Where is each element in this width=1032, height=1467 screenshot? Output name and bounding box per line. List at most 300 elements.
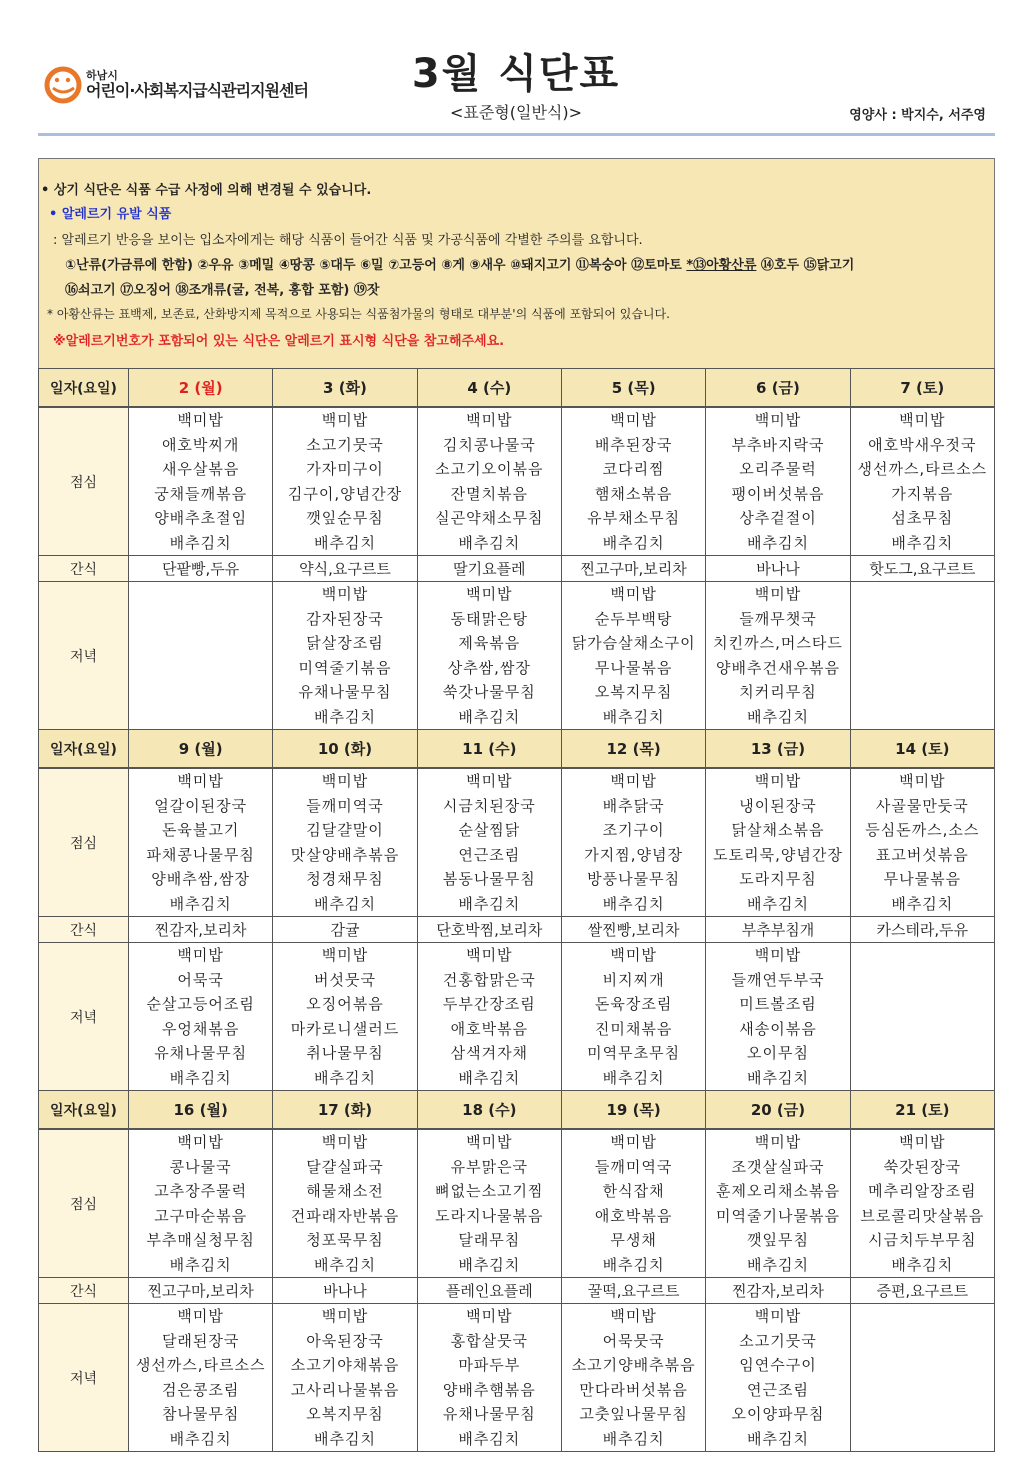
menu-item: 사골물만둣국	[875, 796, 969, 815]
allergen-item: ⑲잣	[353, 283, 380, 298]
menu-item: 도라지나물볶음	[435, 1206, 544, 1225]
menu-item: 맛살양배추볶음	[290, 845, 400, 864]
dinner-cell	[561, 1304, 705, 1452]
menu-item: 배추김치	[314, 1429, 376, 1448]
menu-item: 달걀실파국	[306, 1157, 384, 1176]
menu-item: 건홍합맑은국	[442, 970, 536, 989]
day-header: 18 (수)	[417, 1091, 561, 1130]
date-label: 일자(요일)	[39, 1091, 129, 1130]
day-header: 10 (화)	[273, 730, 417, 769]
day-header: 17 (화)	[273, 1091, 417, 1130]
snack-row	[39, 917, 995, 943]
allergen-item: ⑥밀	[360, 258, 384, 273]
dinner-cell	[417, 582, 561, 730]
menu-item: 가지찜,양념장	[584, 845, 683, 864]
snack-cell: 증편,요구르트	[850, 1278, 994, 1304]
menu-item: 달래무침	[458, 1231, 521, 1249]
menu-item: 두부간장조림	[442, 995, 536, 1013]
day-header: 4 (수)	[417, 369, 561, 408]
menu-item: 배추김치	[746, 894, 809, 913]
menu-item: 백미밥	[177, 1307, 224, 1325]
page-title: 3월 식단표	[411, 51, 621, 97]
menu-item: 무나물볶음	[883, 870, 962, 888]
menu-item: 백미밥	[466, 411, 513, 429]
menu-item: 배추김치	[458, 1068, 521, 1087]
menu-item: 마카로니샐러드	[290, 1019, 400, 1038]
allergen-item: ⑨새우	[469, 258, 506, 273]
dinner-cell	[129, 582, 273, 730]
menu-item: 유채나물무침	[298, 683, 392, 701]
date-header-row	[39, 369, 995, 408]
menu-item: 배추김치	[602, 1429, 665, 1448]
menu-item: 상추겉절이	[739, 509, 817, 527]
menu-item: 고구마순볶음	[154, 1206, 248, 1225]
menu-item: 뼈없는소고기찜	[435, 1182, 544, 1200]
menu-item: 백미밥	[754, 585, 802, 603]
notice-allergy-title: • 알레르기 유발 식품	[49, 207, 172, 222]
lunch-cell	[417, 1129, 561, 1278]
menu-item: 미역줄기볶음	[298, 658, 392, 677]
day-header: 9 (월)	[129, 730, 273, 769]
menu-item: 들깨무챗국	[739, 609, 817, 628]
menu-item: 백미밥	[610, 411, 657, 429]
menu-item: 새송이볶음	[739, 1019, 817, 1038]
dinner-cell	[706, 582, 850, 730]
menu-item: 백미밥	[321, 772, 369, 790]
lunch-cell	[850, 768, 994, 917]
snack-row	[39, 556, 995, 582]
menu-item: 치킨까스,머스타드	[713, 634, 843, 652]
lunch-cell	[273, 407, 417, 556]
menu-item: 닭가슴살채소구이	[571, 634, 696, 652]
allergy-warning: ※알레르기번호가 포함되어 있는 식단은 알레르기 표시형 식단을 참고해주세요.	[53, 334, 505, 349]
menu-item: 어묵뭇국	[602, 1331, 665, 1350]
allergen-item: ⑱조개류(굴, 전복, 홍합 포함)	[175, 283, 350, 298]
menu-item: 우엉채볶음	[161, 1019, 240, 1038]
menu-item: 도토리묵,양념간장	[713, 845, 843, 864]
menu-item: 들깨미역국	[594, 1157, 673, 1176]
menu-item: 백미밥	[321, 585, 369, 603]
allergen-list-1	[65, 254, 854, 273]
menu-item: 백미밥	[466, 1307, 513, 1325]
notice-allergy-desc: : 알레르기 반응을 보이는 입소자에게는 해당 식품이 들어간 식품 및 가공식품에 각별한 주의를 요합니다.	[53, 233, 643, 248]
menu-item: 애호박새우젓국	[868, 435, 977, 454]
menu-item: 해물채소전	[306, 1182, 384, 1200]
menu-item: 가지볶음	[891, 484, 954, 503]
menu-item: 참나물무침	[161, 1405, 240, 1423]
dinner-label: 저녁	[39, 1304, 129, 1452]
menu-item: 고추장주물럭	[154, 1182, 248, 1200]
menu-item: 백미밥	[899, 1133, 946, 1151]
menu-item: 배추김치	[314, 707, 376, 726]
menu-item: 깻잎순무침	[306, 509, 384, 527]
menu-item: 배추김치	[602, 533, 665, 552]
menu-item: 백미밥	[899, 772, 946, 790]
page-subtitle: <표준형(일반식)>	[449, 103, 583, 122]
menu-item: 백미밥	[466, 585, 513, 603]
menu-item: 백미밥	[466, 1133, 513, 1151]
menu-item: 애호박찌개	[161, 435, 240, 454]
logo-org: 어린이·사회복지급식관리지원센터	[86, 81, 308, 101]
menu-item: 배추김치	[314, 894, 376, 913]
allergen-item: ②우유	[197, 258, 234, 273]
menu-item: 생선까스,타르소스	[135, 1356, 266, 1374]
allergen-item: ⑤대두	[319, 258, 356, 273]
allergen-item: *⑬아황산류	[686, 258, 757, 273]
menu-item: 배추김치	[169, 533, 232, 552]
snack-label: 간식	[39, 917, 129, 943]
snack-cell: 찐고구마,보리차	[129, 1278, 273, 1304]
lunch-cell	[850, 407, 994, 556]
menu-item: 미역무초무침	[587, 1044, 681, 1062]
lunch-row	[39, 1129, 995, 1278]
dinner-cell	[850, 582, 994, 730]
menu-item: 유부채소무침	[587, 509, 681, 527]
menu-item: 배추된장국	[594, 435, 673, 454]
dinner-cell	[850, 1304, 994, 1452]
dinner-label: 저녁	[39, 943, 129, 1091]
dinner-cell	[417, 943, 561, 1091]
snack-cell: 핫도그,요구르트	[850, 556, 994, 582]
day-header: 12 (목)	[561, 730, 705, 769]
menu-item: 백미밥	[177, 772, 224, 790]
menu-item: 애호박볶음	[594, 1206, 673, 1225]
menu-item: 양배추초절임	[154, 509, 248, 527]
snack-cell: 감귤	[273, 917, 417, 943]
menu-item: 임연수구이	[739, 1356, 817, 1374]
allergen-item: ⑮닭고기	[803, 258, 855, 273]
menu-item: 미역줄기나물볶음	[716, 1206, 840, 1225]
menu-item: 연근조림	[746, 1380, 809, 1399]
menu-item: 양배추쌈,쌈장	[151, 870, 251, 888]
menu-item: 유부맑은국	[450, 1157, 529, 1176]
menu-item: 백미밥	[754, 411, 802, 429]
menu-item: 배추김치	[746, 707, 809, 726]
dinner-cell	[273, 582, 417, 730]
menu-item: 들깨미역국	[306, 796, 384, 815]
lunch-cell	[129, 1129, 273, 1278]
menu-item: 배추김치	[746, 1429, 809, 1448]
menu-item: 양배추건새우볶음	[716, 658, 840, 677]
menu-item: 조기구이	[602, 821, 665, 839]
day-header: 13 (금)	[706, 730, 850, 769]
menu-item: 양배추햄볶음	[442, 1380, 536, 1399]
menu-item: 실곤약채소무침	[435, 509, 544, 527]
menu-item: 배추김치	[602, 707, 665, 726]
lunch-row	[39, 768, 995, 917]
date-header-row	[39, 730, 995, 769]
menu-item: 백미밥	[754, 1133, 802, 1151]
menu-item: 배추김치	[746, 1255, 809, 1274]
menu-item: 백미밥	[177, 946, 224, 964]
snack-cell: 찐감자,보리차	[706, 1278, 850, 1304]
day-header: 20 (금)	[706, 1091, 850, 1130]
date-label: 일자(요일)	[39, 369, 129, 408]
menu-item: 진미채볶음	[594, 1019, 673, 1038]
logo-city: 하남시	[86, 69, 118, 83]
menu-item: 새우살볶음	[161, 460, 240, 478]
menu-item: 배추김치	[458, 1429, 521, 1448]
menu-item: 배추김치	[169, 1255, 232, 1274]
menu-item: 순두부백탕	[594, 609, 673, 628]
menu-item: 검은콩조림	[161, 1380, 240, 1399]
allergen-item: ⑰오징어	[120, 283, 171, 298]
allergen-item: ③메밀	[238, 258, 275, 273]
dinner-cell	[129, 943, 273, 1091]
menu-item: 달래된장국	[161, 1331, 240, 1350]
menu-item: 백미밥	[466, 946, 513, 964]
menu-item: 고사리나물볶음	[290, 1380, 400, 1399]
snack-cell: 단호박찜,보리차	[417, 917, 561, 943]
day-header: 16 (월)	[129, 1091, 273, 1130]
menu-item: 콩나물국	[169, 1157, 232, 1176]
dinner-cell	[706, 1304, 850, 1452]
menu-item: 건파래자반볶음	[290, 1206, 400, 1225]
menu-item: 한식잡채	[602, 1182, 665, 1200]
menu-item: 백미밥	[610, 946, 657, 964]
dinner-row	[39, 943, 995, 1091]
snack-cell: 바나나	[273, 1278, 417, 1304]
menu-item: 등심돈까스,소스	[865, 821, 980, 839]
menu-item: 닭살채소볶음	[731, 821, 825, 839]
menu-item: 청경채무침	[306, 870, 384, 888]
sulfite-note: * 아황산류는 표백제, 보존료, 산화방지제 목적으로 사용되는 식품첨가물의 형태로 대부분'의 식품에 포함되어 있습니다.	[47, 307, 670, 321]
notice-box	[38, 158, 995, 369]
menu-item: 배추김치	[891, 533, 954, 552]
dinner-cell	[706, 943, 850, 1091]
allergen-item: ④땅콩	[278, 258, 315, 273]
dinner-cell	[417, 1304, 561, 1452]
snack-cell: 바나나	[706, 556, 850, 582]
menu-item: 유채나물무침	[154, 1044, 248, 1062]
snack-cell: 부추부침개	[706, 917, 850, 943]
menu-item: 배추김치	[458, 894, 521, 913]
dinner-label: 저녁	[39, 582, 129, 730]
menu-item: 무생채	[610, 1231, 657, 1249]
lunch-cell	[561, 407, 705, 556]
lunch-cell	[706, 1129, 850, 1278]
snack-cell: 꿀떡,요구르트	[561, 1278, 705, 1304]
menu-item: 배추김치	[169, 894, 232, 913]
snack-cell: 찐고구마,보리차	[561, 556, 705, 582]
day-header: 19 (목)	[561, 1091, 705, 1130]
snack-cell: 찐감자,보리차	[129, 917, 273, 943]
menu-item: 가자미구이	[306, 460, 384, 478]
menu-item: 배추김치	[602, 1068, 665, 1087]
menu-item: 들깨연두부국	[731, 970, 825, 989]
menu-item: 방풍나물무침	[587, 870, 681, 888]
menu-item: 백미밥	[899, 411, 946, 429]
menu-item: 백미밥	[754, 1307, 802, 1325]
menu-item: 배추김치	[458, 533, 521, 552]
menu-item: 순살고등어조림	[146, 995, 255, 1013]
lunch-label: 점심	[39, 1129, 129, 1278]
menu-item: 소고기양배추볶음	[571, 1356, 696, 1374]
menu-item: 백미밥	[466, 772, 513, 790]
menu-item: 시금치두부무침	[868, 1231, 977, 1249]
menu-item: 만다라버섯볶음	[579, 1380, 688, 1399]
snack-cell: 쌀찐빵,보리차	[561, 917, 705, 943]
menu-item: 백미밥	[321, 411, 369, 429]
day-header: 2 (월)	[129, 369, 273, 408]
menu-item: 상추쌈,쌈장	[447, 658, 531, 677]
menu-item: 봄동나물무침	[442, 870, 536, 888]
snack-cell: 약식,요구르트	[273, 556, 417, 582]
menu-item: 치커리무침	[739, 683, 817, 701]
menu-item: 백미밥	[754, 946, 802, 964]
menu-item: 백미밥	[177, 411, 224, 429]
snack-row	[39, 1278, 995, 1304]
menu-item: 비지찌개	[602, 970, 665, 989]
menu-item: 오이양파무침	[731, 1405, 825, 1423]
menu-item: 배추김치	[746, 533, 809, 552]
allergen-item: ⑪복숭아	[575, 258, 627, 273]
menu-item: 도라지무침	[739, 870, 817, 888]
allergen-item: ①난류(가금류에 한함)	[65, 258, 193, 273]
menu-item: 유채나물무침	[442, 1405, 536, 1423]
menu-item: 배추김치	[602, 1255, 665, 1274]
menu-item: 소고기뭇국	[306, 435, 384, 454]
menu-item: 백미밥	[754, 772, 802, 790]
header-divider	[38, 133, 995, 136]
lunch-cell	[417, 768, 561, 917]
notice-change: • 상기 식단은 식품 수급 사정에 의해 변경될 수 있습니다.	[41, 183, 372, 198]
menu-item: 청포묵무침	[306, 1231, 384, 1249]
menu-item: 소고기야채볶음	[290, 1356, 400, 1374]
menu-item: 소고기오이볶음	[435, 460, 544, 478]
menu-item: 얼갈이된장국	[154, 796, 248, 815]
menu-item: 궁채들깨볶음	[154, 484, 248, 503]
lunch-cell	[561, 1129, 705, 1278]
snack-cell: 딸기요플레	[417, 556, 561, 582]
dinner-cell	[273, 1304, 417, 1452]
menu-item: 오복지무침	[306, 1405, 384, 1423]
menu-table	[38, 368, 995, 1452]
menu-item: 연근조림	[458, 845, 521, 864]
menu-item: 백미밥	[610, 772, 657, 790]
menu-item: 코다리찜	[602, 460, 665, 478]
menu-item: 백미밥	[177, 1133, 224, 1151]
lunch-cell	[273, 768, 417, 917]
menu-item: 조갯살실파국	[731, 1157, 825, 1176]
snack-cell: 단팥빵,두유	[129, 556, 273, 582]
menu-item: 부추바지락국	[731, 435, 825, 454]
menu-item: 팽이버섯볶음	[731, 484, 825, 503]
menu-item: 소고기뭇국	[739, 1331, 817, 1350]
lunch-cell	[129, 768, 273, 917]
snack-label: 간식	[39, 556, 129, 582]
dinner-cell	[561, 582, 705, 730]
menu-item: 시금치된장국	[442, 796, 536, 815]
snack-cell: 카스테라,두유	[850, 917, 994, 943]
allergen-item: ⑭호두	[760, 258, 800, 273]
menu-item: 표고버섯볶음	[875, 845, 969, 864]
day-header: 6 (금)	[706, 369, 850, 408]
allergen-item: ⑫토마토	[631, 258, 682, 273]
menu-item: 배추김치	[891, 894, 954, 913]
date-label: 일자(요일)	[39, 730, 129, 769]
menu-item: 김구이,양념간장	[287, 484, 403, 503]
menu-item: 취나물무침	[306, 1044, 384, 1062]
lunch-cell	[850, 1129, 994, 1278]
lunch-row	[39, 407, 995, 556]
snack-cell: 플레인요플레	[417, 1278, 561, 1304]
menu-item: 배추김치	[891, 1255, 954, 1274]
day-header: 5 (목)	[561, 369, 705, 408]
menu-item: 애호박볶음	[450, 1019, 529, 1038]
lunch-cell	[129, 407, 273, 556]
menu-item: 백미밥	[610, 1307, 657, 1325]
dinner-cell	[129, 1304, 273, 1452]
menu-item: 훈제오리채소볶음	[716, 1182, 840, 1200]
allergen-item: ⑩돼지고기	[510, 258, 572, 273]
menu-item: 무나물볶음	[594, 658, 673, 677]
menu-item: 부추매실청무침	[146, 1231, 255, 1249]
menu-item: 제육볶음	[458, 634, 521, 652]
lunch-cell	[273, 1129, 417, 1278]
allergen-item: ⑯쇠고기	[65, 283, 116, 298]
menu-item: 김달걀말이	[306, 821, 384, 839]
menu-item: 동태맑은탕	[450, 609, 529, 628]
menu-item: 백미밥	[610, 585, 657, 603]
lunch-label: 점심	[39, 407, 129, 556]
day-header: 7 (토)	[850, 369, 994, 408]
menu-item: 어묵국	[177, 970, 224, 989]
snack-label: 간식	[39, 1278, 129, 1304]
dietitian: 영양사 : 박지수, 서주영	[849, 108, 986, 123]
menu-item: 버섯뭇국	[314, 970, 376, 989]
menu-item: 백미밥	[321, 1307, 369, 1325]
menu-item: 메추리알장조림	[868, 1182, 977, 1200]
menu-item: 쑥갓나물무침	[442, 683, 536, 701]
dinner-cell	[273, 943, 417, 1091]
menu-item: 오징어볶음	[306, 995, 384, 1013]
dinner-cell	[561, 943, 705, 1091]
menu-item: 백미밥	[610, 1133, 657, 1151]
menu-item: 배추김치	[169, 1068, 232, 1087]
menu-item: 미트볼조림	[739, 995, 817, 1013]
lunch-cell	[706, 407, 850, 556]
dinner-cell	[850, 943, 994, 1091]
day-header: 14 (토)	[850, 730, 994, 769]
menu-item: 깻잎무침	[746, 1231, 809, 1249]
allergen-list-2	[65, 279, 379, 298]
menu-item: 삼색겨자채	[450, 1044, 529, 1062]
menu-item: 김치콩나물국	[442, 435, 536, 454]
menu-item: 배추김치	[314, 1068, 376, 1087]
menu-item: 오이무침	[746, 1044, 809, 1062]
menu-item: 배추김치	[458, 1255, 521, 1274]
day-header: 21 (토)	[850, 1091, 994, 1130]
menu-item: 브로콜리맛살볶음	[860, 1206, 985, 1225]
menu-item: 돈육장조림	[594, 995, 673, 1013]
menu-item: 백미밥	[321, 946, 369, 964]
menu-item: 배추김치	[314, 533, 376, 552]
date-header-row	[39, 1091, 995, 1130]
menu-item: 잔멸치볶음	[450, 484, 529, 503]
day-header: 11 (수)	[417, 730, 561, 769]
menu-item: 배추김치	[458, 707, 521, 726]
menu-item: 순살찜닭	[458, 821, 521, 839]
menu-item: 아욱된장국	[306, 1331, 384, 1350]
menu-item: 햄채소볶음	[594, 484, 673, 503]
menu-item: 배추김치	[602, 894, 665, 913]
lunch-cell	[417, 407, 561, 556]
menu-item: 파채콩나물무침	[146, 845, 255, 864]
menu-item: 배추김치	[169, 1429, 232, 1448]
allergen-item: ⑦고등어	[388, 258, 437, 273]
menu-item: 쑥갓된장국	[883, 1157, 962, 1176]
